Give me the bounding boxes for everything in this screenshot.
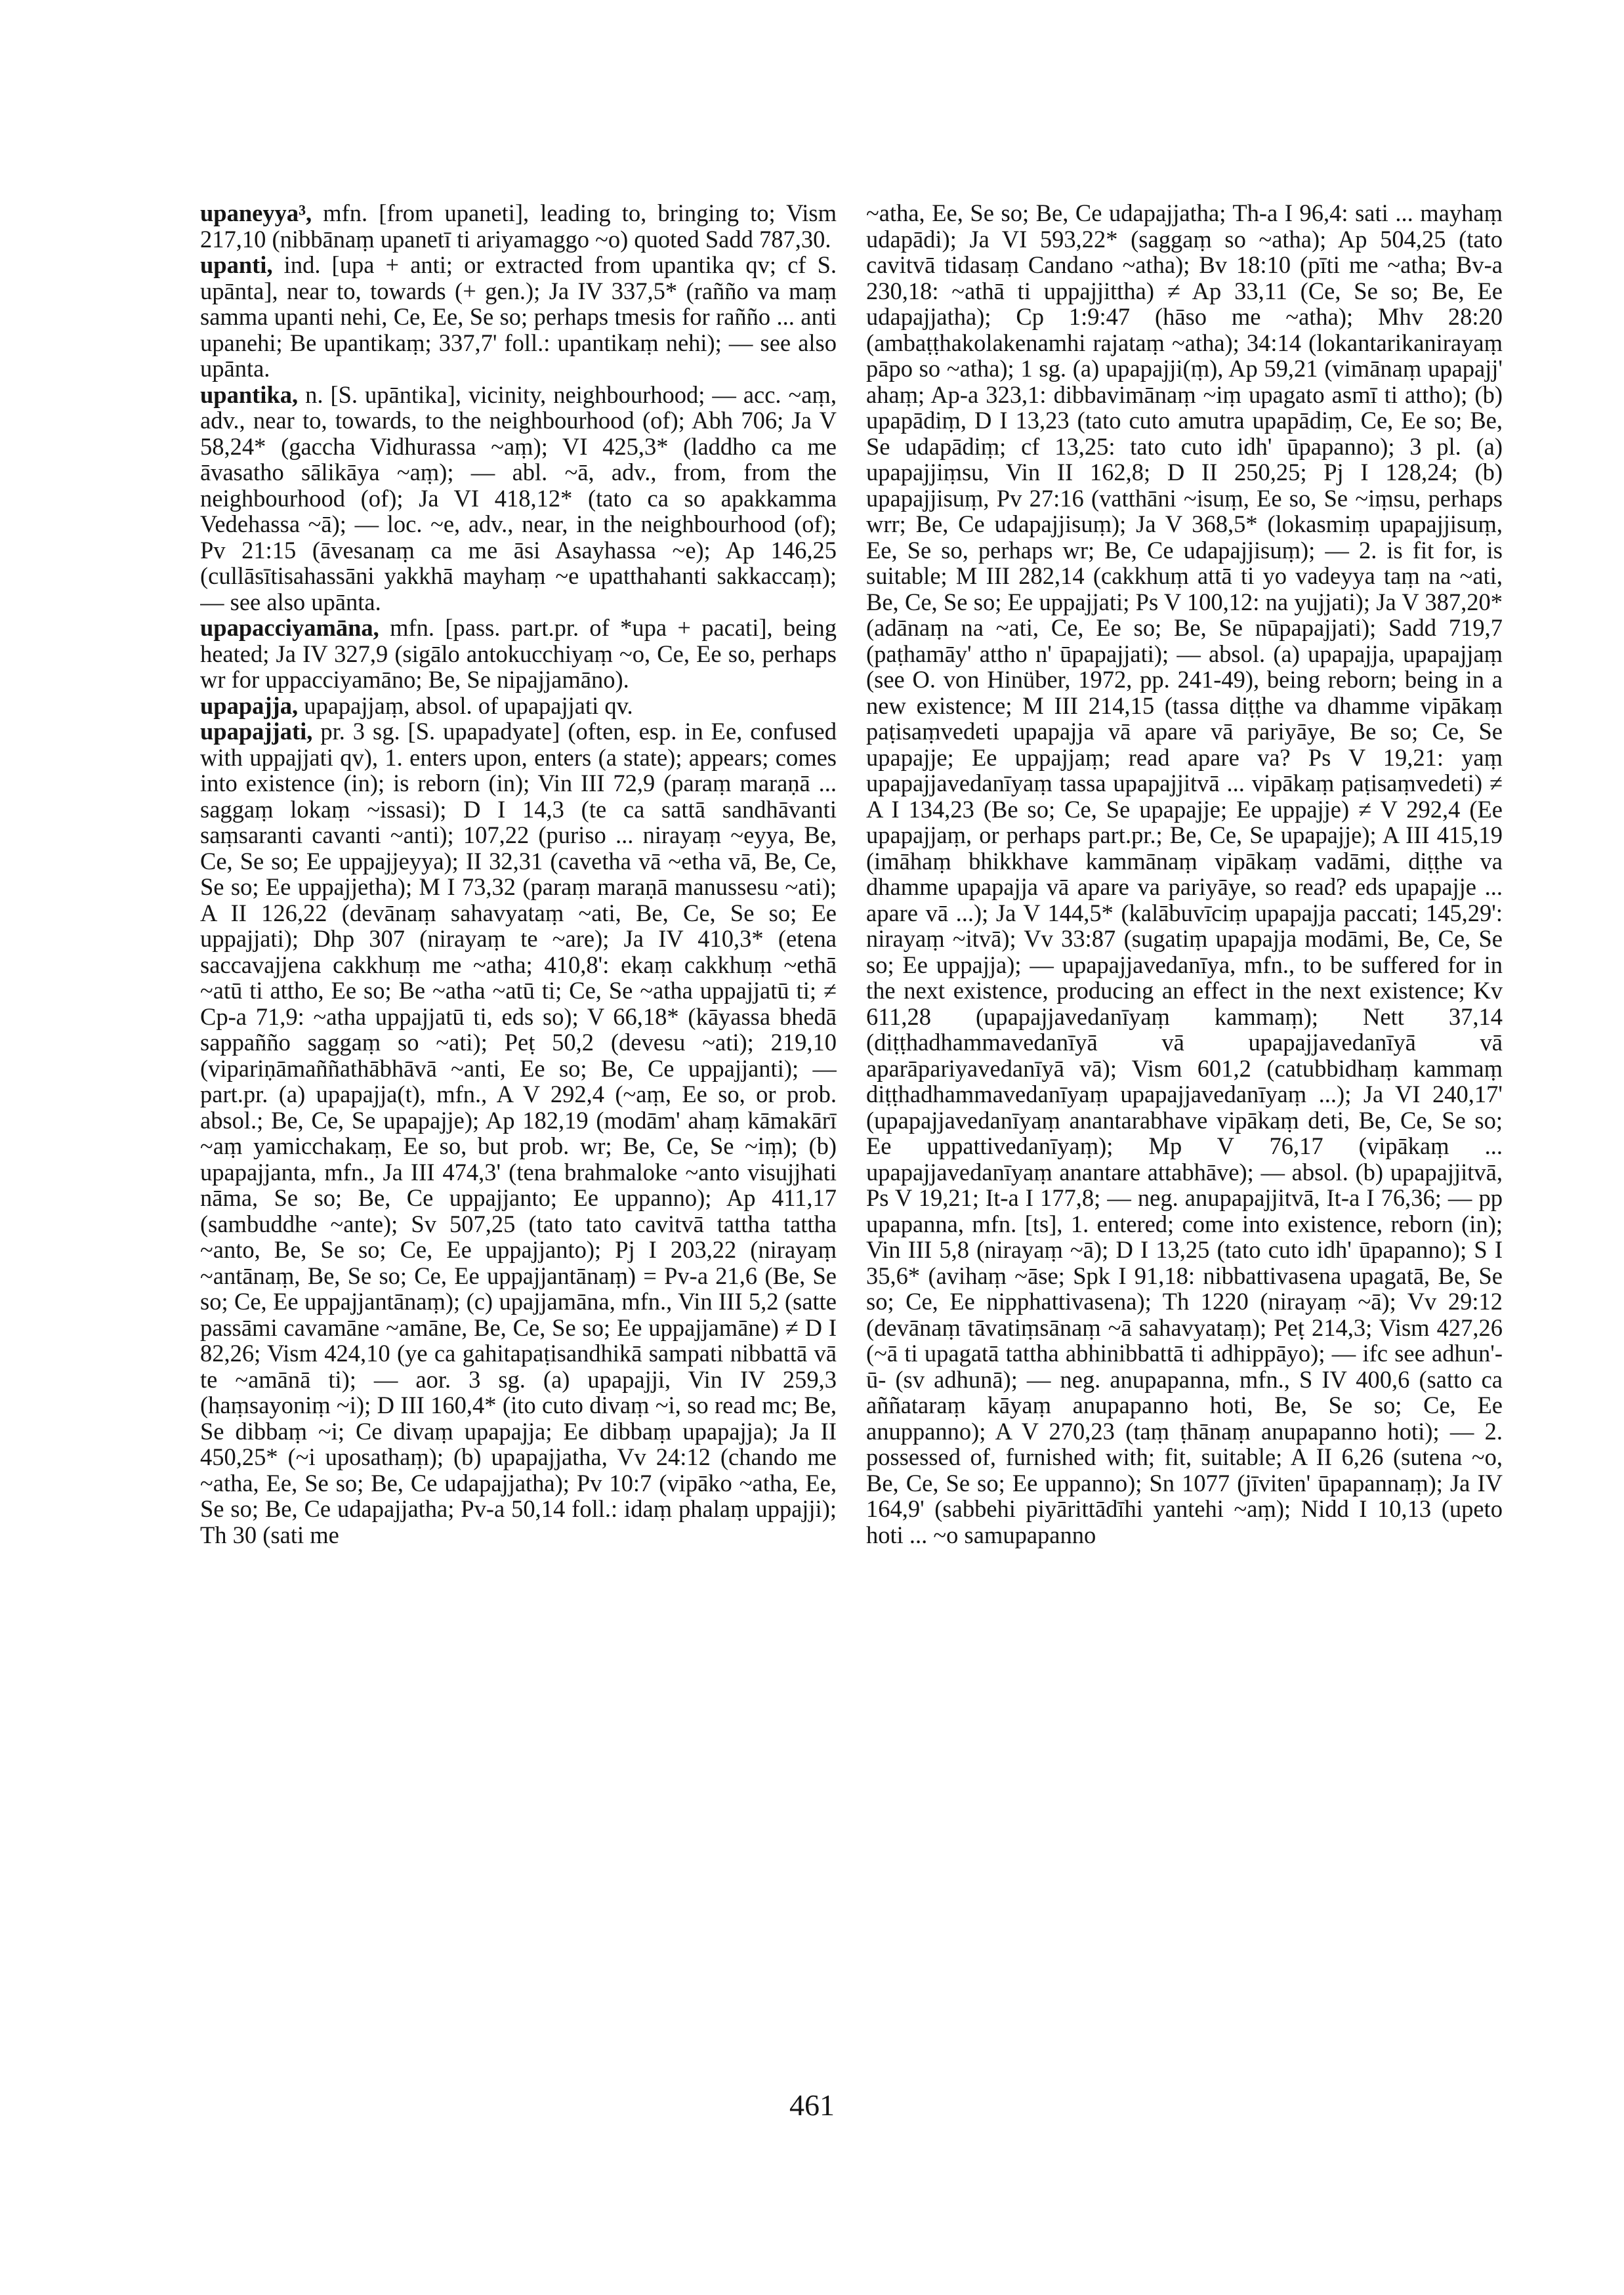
entry-upapajja [200,693,837,719]
headword: upapacciyamāna, [200,614,379,641]
headword: upantika, [200,381,299,408]
entry-upaneyya [200,200,837,252]
left-column [200,200,837,2103]
entry-text: ~atha, Ee, Se so; Be, Ce udapajjatha; Th-a I 96,4: sati ... mayhaṃ udapādi); Ja VI 593,22* (saggaṃ so ~atha); Ap 504,25 (tato cavitvā tidasaṃ Candano ~atha); Bv 18:10 (pīti me ~atha; Bv-a 230,18: ~athā ti uppajjittha) ≠ Ap 33,11 (Ce, Se so; Be, Ee udapajjatha); Cp 1:9:47 (hāso me ~atha); Mhv 28:20 (ambaṭṭhakolakenamhi rajataṃ ~atha); 34:14 (lokantarikanirayaṃ pāpo so ~atha); 1 sg. (a) upapajji(ṃ), Ap 59,21 (vimānaṃ upapajj' ahaṃ; Ap-a 323,1: dibbavimānaṃ ~iṃ upagato asmī ti attho); (b) upapādiṃ, D I 13,23 (tato cuto amutra upapādiṃ, Ce, Ee so; Be, Se udapādiṃ; cf 13,25: tato cuto idh' ūpapanno); 3 pl. (a) upapajjiṃsu, Vin II 162,8; D II 250,25; Pj I 128,24; (b) upapajjisuṃ, Pv 27:16 (vatthāni ~isuṃ, Ee so, Se ~iṃsu, perhaps wrr; Be, Ce udapajjisuṃ); Ja V 368,5* (lokasmiṃ upapajjisuṃ, Ee, Se so, perhaps wr; Be, Ce udapajjisuṃ); — 2. is fit for, is suitable; M III 282,14 (cakkhuṃ attā ti yo vadeyya taṃ na ~ati, Be, Ce, Se so; Ee uppajjati; Ps V 100,12: na yujjati); Ja V 387,20* (adānaṃ na ~ati, Ce, Ee so; Be, Se nūpapajjati); Sadd 719,7 (paṭhamāy' attho n' ūpapajjati); — absol. (a) upapajja, upapajjaṃ (see O. von Hinüber, 1972, pp. 241-49), being reborn; being in a new existence; M III 214,15 (tassa diṭṭhe va dhamme vipākaṃ paṭisaṃvedeti upapajja vā apare vā pariyāye, Be so; Ce, Se upapajje; Ee uppajjaṃ; read apare va? Ps V 19,21: yaṃ upapajjavedanīyaṃ tassa upapajjitvā ... vipākaṃ paṭisaṃvedeti) ≠ A I 134,23 (Be so; Ce, Se upapajje; Ee uppajje) ≠ V 292,4 (Ee upapajjaṃ, or perhaps part.pr.; Be, Ce, Se upapajje); A III 415,19 (imāhaṃ bhikkhave kammānaṃ vipākaṃ vadāmi, diṭṭhe va dhamme upapajja vā apare va pariyāye, so read? eds upapajje ... apare vā ...); Ja V 144,5* (kalābuvīciṃ upapajja paccati; 145,29': nirayaṃ ~itvā); Vv 33:87 (sugatiṃ upapajja modāmi, Be, Ce, Se so; Ee uppajja); — upapajjavedanīya, mfn., to be suffered for in the next existence, producing an effect in the next existence; Kv 611,28 (upapajjavedanīyaṃ kammaṃ); Nett 37,14 (diṭṭhadhammavedanīyā vā upapajjavedanīyā vā aparāpariyavedanīyā vā); Vism 601,2 (catubbidhaṃ kammaṃ diṭṭhadhammavedanīyaṃ upapajjavedanīyaṃ ...); Ja VI 240,17' (upapajjavedanīyaṃ anantarabhave vipākaṃ deti, Be, Ce, Se so; Ee uppattivedanīyaṃ); Mp V 76,17 (vipākaṃ ... upapajjavedanīyaṃ anantare attabhāve); — absol. (b) upapajjitvā, Ps V 19,21; It-a I 177,8; — neg. anupapajjitvā, It-a I 76,36; — pp upapanna, mfn. [ts], 1. entered; come into existence, reborn (in); Vin III 5,8 (nirayaṃ ~ā); D I 13,25 (tato cuto idh' ūpapanno); S I 35,6* (avihaṃ ~āse; Spk I 91,18: nibbattivasena upagatā, Be, Se so; Ce, Ee nipphattivasena); Th 1220 (nirayaṃ ~ā); Vv 29:12 (devānaṃ tāvatiṃsānaṃ ~ā sahavyataṃ); Peṭ 214,3; Vism 427,26 (~ā ti upagatā tattha abhinibbattā ti adhippāyo); — ifc see adhun'-ū- (sv adhunā); — neg. anupapanna, mfn., S IV 400,6 (satto ca aññataraṃ kāyaṃ anupapanno hoti, Be, Se so; Ce, Ee anuppanno); A V 270,23 (taṃ ṭhānaṃ anupapanno hoti); — 2. possessed of, furnished with; fit, suitable; A II 6,26 (sutena ~o, Be, Ce, Se so; Ee uppanno); Sn 1077 (jīviten' ūpapannaṃ); Ja IV 164,9' (sabbehi piyārittādīhi yantehi ~aṃ); Nidd I 10,13 (upeto hoti ... ~o samupapanno [866,200,1503,1548]
entry-text: mfn. [pass. part.pr. of *upa + pacati], being heated; Ja IV 327,9 (sigālo antokucchiyaṃ ~o, Ce, Ee so, perhaps wr for uppacciyamāno; Be, Se nipajjamāno). [200,614,837,693]
right-column [866,200,1503,2103]
headword: upapajja, [200,692,299,719]
entry-text: upapajjaṃ, absol. of upapajjati qv. [298,692,633,719]
headword: upaneyya³, [200,200,312,226]
entry-text: ind. [upa + anti; or extracted from upantika qv; cf S. upānta], near to, towards (+ gen.); Ja IV 337,5* (raññо va maṃ samma upanti nehi, Ce, Ee, Se so; perhaps tmesis for raññо ... anti upanehi; Be upantikaṃ; 337,7' foll.: upantikaṃ nehi); — see also upānta. [200,251,837,382]
entry-text: pr. 3 sg. [S. upapadyate] (often, esp. in Ee, confused with uppajjati qv), 1. enters upon, enters (a state); appears; comes into existence (in); is reborn (in); Vin III 72,9 (paraṃ maraṇā ... saggaṃ lokaṃ ~issasi); D I 14,3 (te ca sattā sandhāvanti saṃsaranti cavanti ~anti); 107,22 (puriso ... nirayaṃ ~eyya, Be, Ce, Se so; Ee uppajjeyya); II 32,31 (cavetha vā ~etha vā, Be, Ce, Se so; Ee uppajjetha); M I 73,32 (paraṃ maraṇā manussesu ~ati); A II 126,22 (devānaṃ sahavyataṃ ~ati, Be, Ce, Se so; Ee uppajjati); Dhp 307 (nirayaṃ te ~are); Ja IV 410,3* (etena saccavajjena cakkhuṃ me ~atha; 410,8': ekaṃ cakkhuṃ ~ethā ~atū ti attho, Ee so; Be ~atha ~atū ti; Ce, Se ~atha uppajjatū ti; ≠ Cp-a 71,9: ~atha uppajjatū ti, eds so); V 66,18* (kāyassa bhedā sappañño saggaṃ so ~ati); Peṭ 50,2 (devesu ~ati); 219,10 (vipariṇāmaññathābhāvā ~anti, Ee so; Be, Ce uppajjanti); — part.pr. (a) upapajja(t), mfn., A V 292,4 (~aṃ, Ee so, or prob. absol.; Be, Ce, Se upapajje); Ap 182,19 (modām' ahaṃ kāmakārī ~aṃ yamicchakaṃ, Ee so, but prob. wr; Be, Ce, Se ~iṃ); (b) upapajjanta, mfn., Ja III 474,3' (tena brahmaloke ~anto visujjhati nāma, Se so; Be, Ce uppajjanto; Ee uppanno); Ap 411,17 (sambuddhe ~ante); Sv 507,25 (tato tato cavitvā tattha tattha ~anto, Be, Se so; Ce, Ee uppajjanto); Pj I 203,22 (nirayaṃ ~antānaṃ, Be, Se so; Ce, Ee uppajjantānaṃ) = Pv-a 21,6 (Be, Se so; Ce, Ee uppajjantānaṃ); (c) upajjamāna, mfn., Vin III 5,2 (satte passāmi cavamāne ~amāne, Be, Ce, Se so; Ee uppajjamāne) ≠ D I 82,26; Vism 424,10 (ye ca gahitapaṭisandhikā sampati nibbattā vā te ~amānā ti); — aor. 3 sg. (a) upapajji, Vin IV 259,3 (haṃsayoniṃ ~i); D III 160,4* (ito cuto divaṃ ~i, so read mc; Be, Se dibbaṃ ~i; Ce divaṃ upapajja; Ee dibbaṃ upapajja); Ja II 450,25* (~i uposathaṃ); (b) upapajjatha, Vv 24:12 (chando me ~atha, Ee, Se so; Be, Ce udapajjatha); Pv 10:7 (vipāko ~atha, Ee, Se so; Be, Ce udapajjatha; Pv-a 50,14 foll.: idaṃ phalaṃ uppajji); Th 30 (sati me [200,718,837,1548]
page-number: 461 [789,2088,835,2122]
headword: upanti, [200,251,273,278]
headword: upapajjati, [200,718,313,745]
entry-upapajjati-continued [866,200,1503,1548]
entry-text: n. [S. upāntika], vicinity, neighbourhood; — acc. ~aṃ, adv., near to, towards, to the neighbourhood (of); Abh 706; Ja V 58,24* (gaccha Vidhurassa ~aṃ); VI 425,3* (laddho ca me āvasatho sālikāya ~aṃ); — abl. ~ā, adv., from, from the neighbourhood (of); Ja VI 418,12* (tato ca so apakkamma Vedehassa ~ā); — loc. ~e, adv., near, in the neighbourhood (of); Pv 21:15 (āvesanaṃ ca me āsi Asayhassa ~e); Ap 146,25 (cullāsītisahassāni yakkhā mayhaṃ ~e upatthahanti sakkaccaṃ); — see also upānta. [200,381,837,615]
entry-upanti [200,252,837,382]
entry-upantika [200,382,837,615]
entry-upapajjati [200,718,837,1548]
entry-text: mfn. [from upaneti], leading to, bringing to; Vism 217,10 (nibbānaṃ upanetī ti ariyamaggo ~o) quoted Sadd 787,30. [200,200,837,253]
entry-upapacciyamana [200,615,837,693]
